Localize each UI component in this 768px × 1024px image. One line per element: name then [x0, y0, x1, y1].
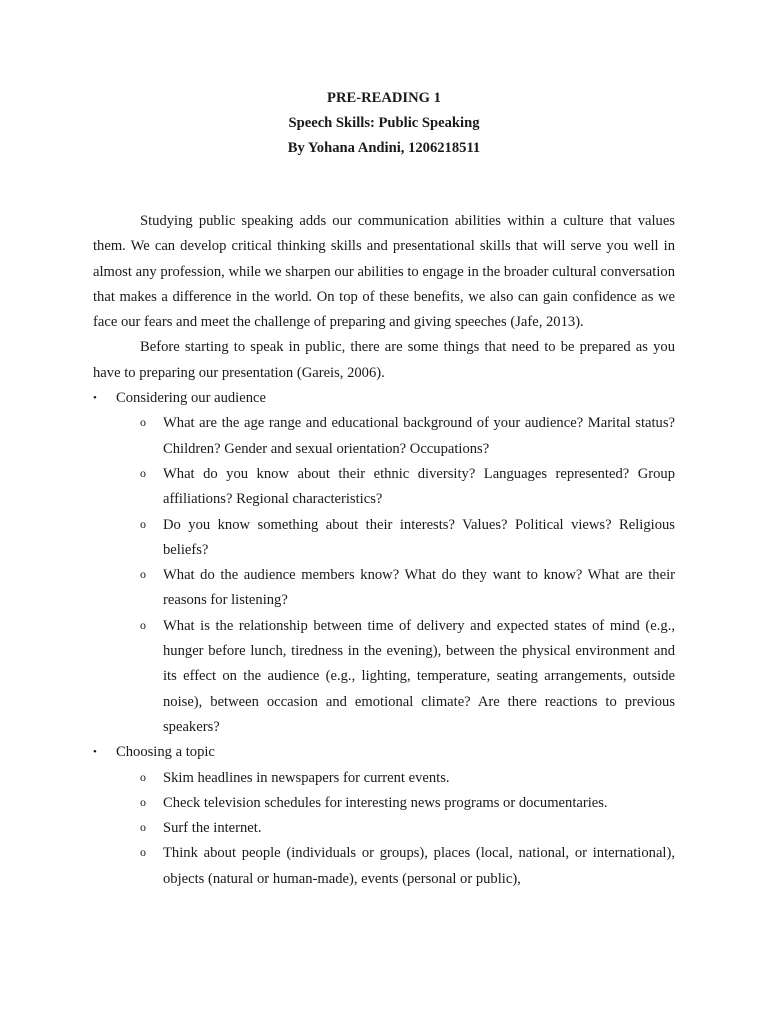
list-item-text: What do you know about their ethnic diversity? Languages represented? Group affiliations? Regional characteristics? — [163, 465, 675, 508]
list-item-text: Check television schedules for interesting news programs or documentaries. — [163, 794, 608, 811]
list-item-text: What is the relationship between time of delivery and expected states of mind (e.g., hunger before lunch, tiredness in the evening), between the physical environment and its effect on the audience (e.g., lighting, temperature, seating arrangements, outside noise), between occasion and emotional climate? Are there reactions to previous speakers? — [163, 617, 675, 735]
list-item-text: Skim headlines in newspapers for current events. — [163, 769, 450, 786]
list-item-text: Think about people (individuals or groups), places (local, national, or international), objects (natural or human-made), events (personal or public), — [163, 845, 675, 887]
list-item — [93, 411, 675, 462]
sub-bullet-icon: o — [140, 794, 146, 809]
section-topic — [93, 740, 675, 892]
list-item — [93, 462, 675, 513]
section-audience — [93, 386, 675, 740]
list-item-text: What do the audience members know? What do they want to know? What are their reasons for listening? — [163, 567, 675, 609]
bullet-item — [93, 386, 675, 411]
sub-bullet-icon: o — [140, 845, 146, 860]
sub-bullet-icon: o — [140, 567, 146, 582]
list-item — [93, 766, 675, 791]
document-title: PRE-READING 1 — [327, 90, 441, 106]
list-item — [93, 791, 675, 816]
list-item — [93, 841, 675, 892]
list-item-text: Surf the internet. — [163, 820, 262, 837]
list-item-text: Do you know something about their interests? Values? Political views? Religious beliefs? — [163, 516, 675, 558]
sub-bullet-icon: o — [140, 820, 146, 835]
document-body — [93, 209, 675, 892]
document-header — [0, 86, 768, 161]
sub-bullet-icon: o — [140, 516, 146, 531]
sub-bullet-icon: o — [140, 465, 146, 480]
intro-paragraph: Studying public speaking adds our communication abilities within a culture that values them. We can develop critical thinking skills and presentational skills that will serve you well in almost any profession, while we sharpen our abilities to engage in the broader cultural conversation that makes a difference in the world. On top of these benefits, we also can gain confidence as we face our fears and meet the challenge of preparing and giving speeches (Jafe, 2013). — [93, 213, 675, 331]
section-label: Choosing a topic — [116, 744, 215, 761]
bullet-icon: • — [93, 392, 97, 405]
sub-bullet-icon: o — [140, 415, 146, 430]
list-item — [93, 513, 675, 564]
list-item — [93, 563, 675, 614]
document-subtitle: Speech Skills: Public Speaking — [288, 115, 480, 131]
document-author: By Yohana Andini, 1206218511 — [287, 140, 481, 156]
list-item-text: What are the age range and educational background of your audience? Marital status? Children? Gender and sexual orientation? Occupations? — [163, 415, 675, 457]
section-label: Considering our audience — [116, 390, 266, 407]
list-item — [93, 614, 675, 740]
list-item — [93, 816, 675, 841]
sub-bullet-icon: o — [140, 769, 146, 784]
sub-bullet-icon: o — [140, 617, 146, 632]
preparation-paragraph: Before starting to speak in public, there are some things that need to be prepared as you have to preparing our presentation (Gareis, 2006). — [93, 339, 675, 381]
bullet-icon: • — [93, 746, 97, 759]
bullet-item — [93, 740, 675, 765]
